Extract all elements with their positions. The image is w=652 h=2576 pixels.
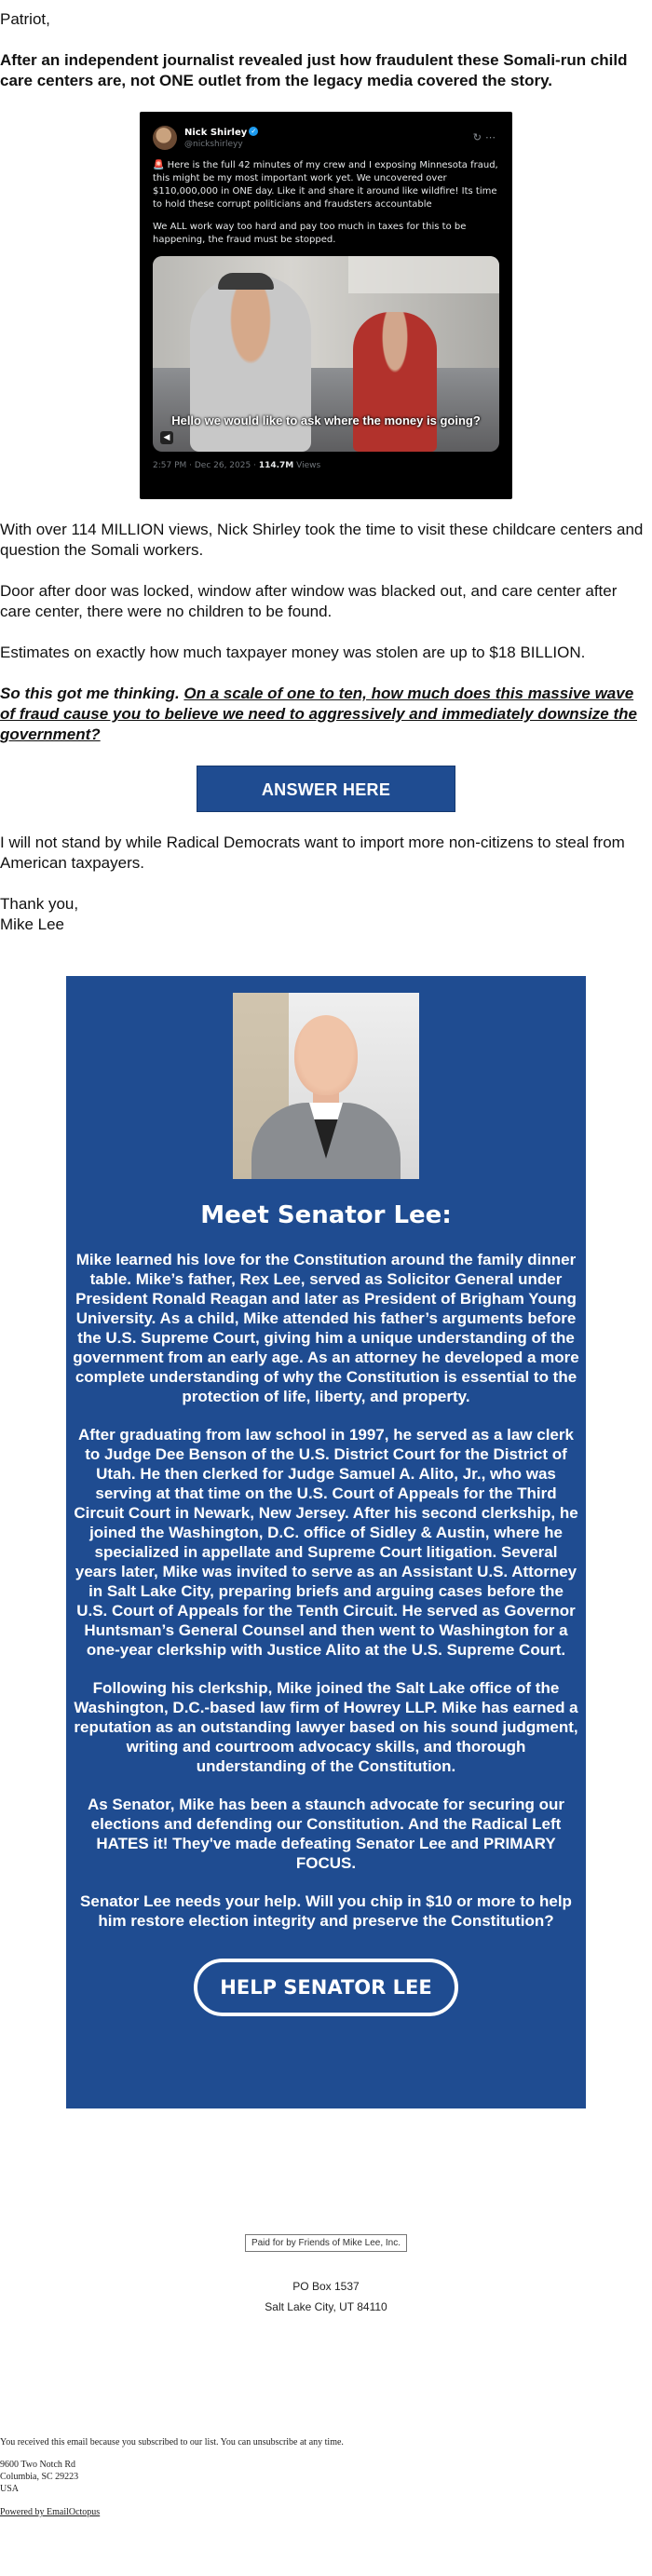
survey-question <box>0 684 652 745</box>
paid-for-disclaimer: Paid for by Friends of Mike Lee, Inc. <box>245 2234 407 2252</box>
signature: Mike Lee <box>0 915 64 933</box>
more-icon[interactable]: ⋯ <box>485 131 499 143</box>
address-line: Salt Lake City, UT 84110 <box>265 2300 387 2313</box>
body-paragraph: Door after door was locked, window after window was blacked out, and care center after care center, there were no children to be found. <box>0 582 618 620</box>
bio-paragraph: Senator Lee needs your help. Will you chip in $10 or more to help him restore election integrity and preserve the Constitution? <box>80 1892 572 1930</box>
meet-senator-card <box>66 976 586 2108</box>
tweet-author-handle[interactable]: @nickshirleyy <box>184 140 243 149</box>
video-person <box>353 312 437 452</box>
verified-badge-icon: ✓ <box>249 127 258 136</box>
bio-title: Meet Senator Lee: <box>200 1201 452 1229</box>
body-paragraph: With over 114 MILLION views, Nick Shirley took the time to visit these childcare centers and question the Somali workers. <box>0 521 644 559</box>
address-line: 9600 Two Notch Rd <box>0 2460 76 2470</box>
tweet-meta <box>153 461 499 470</box>
tweet-timestamp[interactable]: 2:57 PM · Dec 26, 2025 · <box>153 461 256 470</box>
answer-here-button[interactable]: ANSWER HERE <box>197 766 455 812</box>
footer-address <box>0 2459 652 2495</box>
question-link[interactable]: On a scale of one to ten, how much does this massive wave of fraud cause you to believe we need to aggressively and immediately downsize the government? <box>0 685 637 743</box>
help-senator-lee-button[interactable]: HELP SENATOR LEE <box>194 1959 458 2016</box>
bio-paragraph: As Senator, Mike has been a staunch advocate for securing our elections and defending our Constitution. And the Radical Left HATES it! They've made defeating Senator Lee and PRIMARY FOCUS. <box>87 1796 565 1872</box>
mailing-address <box>0 2276 652 2317</box>
mute-icon[interactable]: ◀ <box>160 431 173 444</box>
avatar[interactable] <box>153 126 177 150</box>
greeting: Patriot, <box>0 10 50 28</box>
tweet-views-label: Views <box>296 461 321 470</box>
tweet-paragraph: 🚨 Here is the full 42 minutes of my crew and I exposing Minnesota fraud, this might be my most important work yet. We uncovered over $110,000,000 in ONE day. Like it and share it around like wildfire! Its time to hold these corrupt politicians and fraudsters accountable <box>153 160 498 210</box>
tweet-author-name[interactable]: Nick Shirley <box>184 128 248 138</box>
address-line: USA <box>0 2484 20 2494</box>
video-caption: Hello we would like to ask where the money is going? <box>171 414 481 427</box>
bio-paragraph: Following his clerkship, Mike joined the Salt Lake office of the Washington, D.C.-based law firm of Howrey LLP. Mike has earned a reputation as an outstanding lawyer based on his sound judgment, writing and courtroom advocacy skills, and thorough understanding of the Constitution. <box>74 1679 578 1775</box>
tweet-paragraph: We ALL work way too hard and pay too much in taxes for this to be happening, the fraud must be stopped. <box>153 222 467 245</box>
body-paragraph: I will not stand by while Radical Democrats want to import more non-citizens to steal from American taxpayers. <box>0 834 625 872</box>
email-footer <box>0 2436 652 2518</box>
tweet-text <box>153 159 499 247</box>
tweet-video[interactable] <box>153 256 499 452</box>
senator-headshot <box>233 993 419 1179</box>
headline: After an independent journalist revealed just how fraudulent these Somali-run child care centers are, not ONE outlet from the legacy media covered the story. <box>0 51 628 89</box>
signoff: Thank you, <box>0 895 79 913</box>
subscription-notice: You received this email because you subscribed to our list. You can unsubscribe at any time. <box>0 2437 344 2447</box>
refresh-icon[interactable]: ↻ <box>472 131 485 143</box>
bio-paragraph: Mike learned his love for the Constitution around the family dinner table. Mike’s father, Rex Lee, served as Solicitor General under President Ronald Reagan and later as President of Brigham Young University. As a child, Mike attended his father’s arguments before the U.S. Supreme Court, giving him a unique understanding of the government from an early age. As an attorney he developed a more complete understanding of why the Constitution is essential to the protection of life, liberty, and property. <box>73 1251 579 1405</box>
address-line: PO Box 1537 <box>292 2280 360 2293</box>
tweet-views-count: 114.7M <box>258 461 294 470</box>
tweet-author <box>184 125 258 150</box>
tweet-actions <box>473 131 499 143</box>
tweet-header <box>153 125 499 150</box>
address-line: Columbia, SC 29223 <box>0 2472 79 2482</box>
question-lead: So this got me thinking. <box>0 685 180 702</box>
embedded-tweet[interactable] <box>140 112 512 499</box>
bio-paragraph: After graduating from law school in 1997, he served as a law clerk to Judge Dee Benson of the U.S. District Court for the District of Utah. He then clerked for Judge Samuel A. Alito, Jr., who was serving at that time on the U.S. Court of Appeals for the Third Circuit Court in Newark, New Jersey. After his second clerkship, he joined the Washington, D.C. office of Sidley & Austin, where he specialized in appellate and Supreme Court litigation. Several years later, Mike was invited to serve as an Assistant U.S. Attorney in Salt Lake City, preparing briefs and arguing cases before the U.S. Court of Appeals for the Tenth Circuit. He served as Governor Huntsman’s General Counsel and then went to Washington for a one-year clerkship with Justice Alito at the U.S. Supreme Court. <box>74 1426 578 1659</box>
body-paragraph: Estimates on exactly how much taxpayer money was stolen are up to $18 BILLION. <box>0 644 586 661</box>
powered-by-link[interactable]: Powered by EmailOctopus <box>0 2507 101 2517</box>
